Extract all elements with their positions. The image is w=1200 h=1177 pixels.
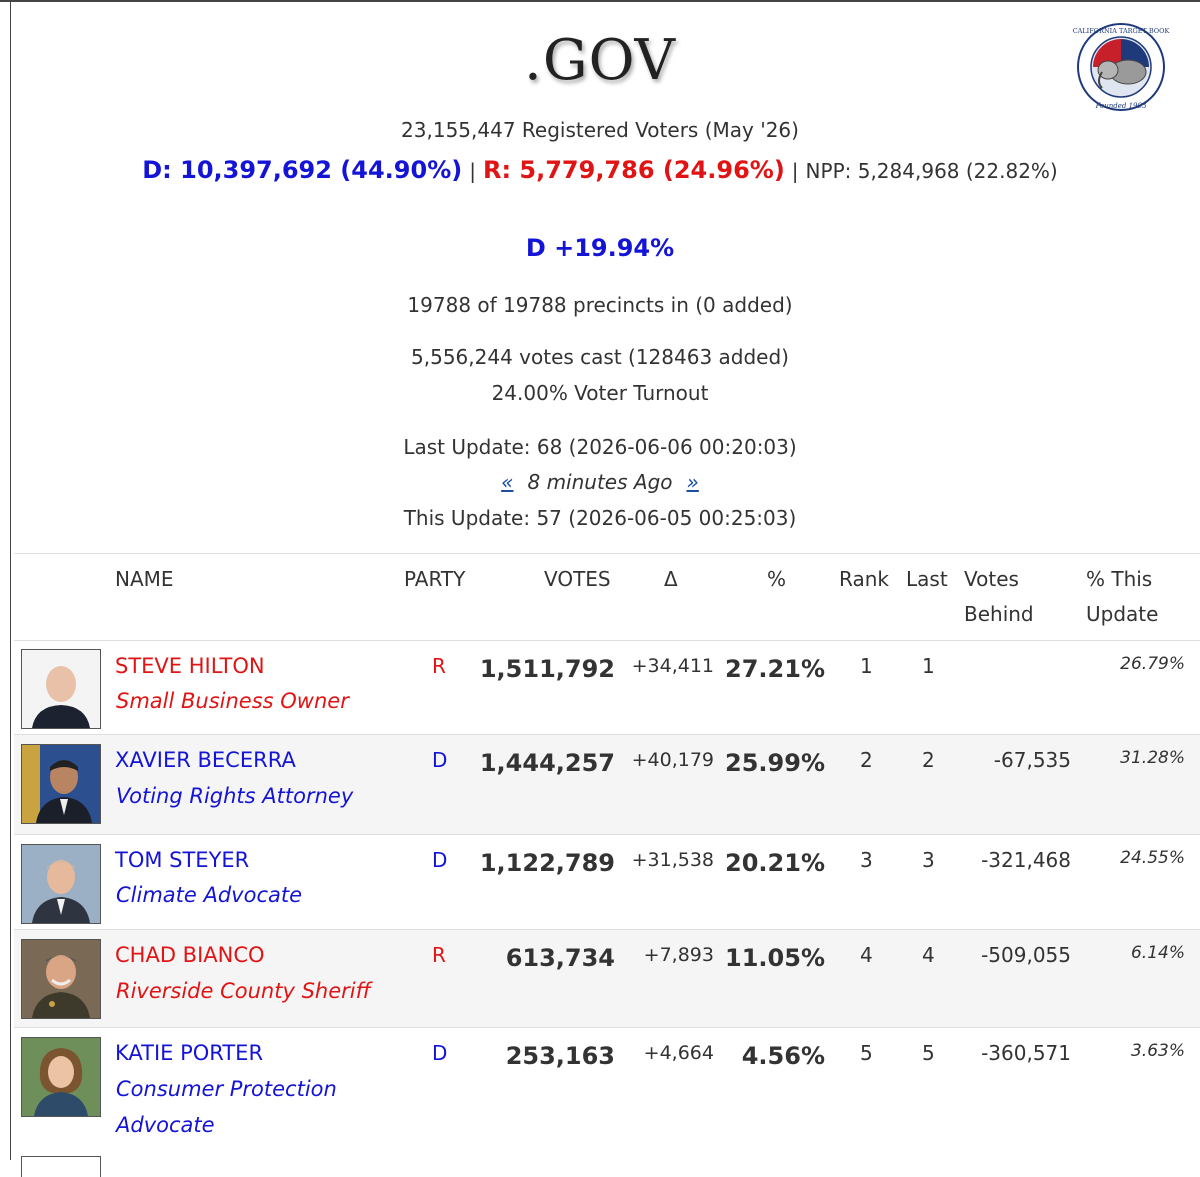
table-row xyxy=(14,640,1200,735)
party-registration xyxy=(0,156,1200,184)
next-update-link[interactable]: » xyxy=(686,470,699,494)
votes-behind-cell: -360,571 xyxy=(981,1041,1071,1065)
column-header-this-update-line2: Update xyxy=(1086,602,1159,626)
last-rank-cell: 5 xyxy=(922,1041,935,1065)
table-row xyxy=(14,734,1200,835)
precincts-reporting: 19788 of 19788 precincts in (0 added) xyxy=(407,293,793,317)
separator: | xyxy=(469,159,476,183)
candidate-photo xyxy=(21,939,101,1019)
candidate-photo xyxy=(21,844,101,924)
column-header-last: Last xyxy=(906,567,948,591)
party-cell: D xyxy=(432,848,448,872)
time-ago: 8 minutes Ago xyxy=(527,470,673,494)
last-rank-cell: 2 xyxy=(922,748,935,772)
votes-behind-cell: -509,055 xyxy=(981,943,1071,967)
votes-cell: 1,444,257 xyxy=(479,749,615,777)
column-header-this-update-line1: % This xyxy=(1086,567,1153,591)
candidate-name[interactable]: STEVE HILTON xyxy=(115,654,265,678)
table-row xyxy=(14,834,1200,930)
column-header-votes-behind-line1: Votes xyxy=(964,567,1019,591)
democrat-registration: D: 10,397,692 (44.90%) xyxy=(142,156,463,184)
rank-cell: 5 xyxy=(860,1041,873,1065)
last-rank-cell: 3 xyxy=(922,848,935,872)
votes-behind-cell: -67,535 xyxy=(993,748,1071,772)
votes-cell: 1,122,789 xyxy=(479,849,615,877)
column-header-votes-behind xyxy=(964,562,1034,632)
percent-cell: 11.05% xyxy=(725,944,825,972)
rank-cell: 3 xyxy=(860,848,873,872)
previous-update-link[interactable]: « xyxy=(501,470,514,494)
rank-cell: 1 xyxy=(860,654,873,678)
candidate-ballot-designation: Small Business Owner xyxy=(116,689,349,713)
votes-cell: 1,511,792 xyxy=(479,655,615,683)
this-update: This Update: 57 (2026-06-05 00:25:03) xyxy=(403,506,797,530)
california-target-book-logo xyxy=(1066,22,1176,112)
delta-cell: +34,411 xyxy=(631,655,714,677)
page-top-border xyxy=(0,0,1200,2)
republican-registration: R: 5,779,786 (24.96%) xyxy=(482,156,785,184)
percent-cell: 27.21% xyxy=(725,655,825,683)
candidate-ballot-designation: Consumer Protection Advocate xyxy=(116,1077,337,1137)
this-update-cell: 24.55% xyxy=(1120,848,1185,868)
rank-cell: 2 xyxy=(860,748,873,772)
delta-cell: +4,664 xyxy=(643,1042,714,1064)
percent-cell: 25.99% xyxy=(725,749,825,777)
rank-cell: 4 xyxy=(860,943,873,967)
candidate-photo xyxy=(21,1156,101,1177)
delta-cell: +40,179 xyxy=(631,749,714,771)
votes-cell: 253,163 xyxy=(505,1042,615,1070)
column-header-rank: Rank xyxy=(839,567,889,591)
update-navigation xyxy=(0,470,1200,494)
percent-cell: 4.56% xyxy=(741,1042,825,1070)
this-update-cell: 31.28% xyxy=(1120,748,1185,768)
registration-margin: D +19.94% xyxy=(525,234,675,262)
party-cell: R xyxy=(432,943,446,967)
column-header-delta: Δ xyxy=(664,567,678,591)
votes-cast: 5,556,244 votes cast (128463 added) xyxy=(411,345,789,369)
delta-cell: +31,538 xyxy=(631,849,714,871)
table-row xyxy=(14,1027,1200,1161)
column-header-votes: VOTES xyxy=(544,567,611,591)
candidate-photo xyxy=(21,744,101,824)
column-header-votes-behind-line2: Behind xyxy=(964,602,1034,626)
this-update-cell: 3.63% xyxy=(1130,1041,1185,1061)
logo-top-text: CALIFORNIA TARGET BOOK xyxy=(1072,27,1170,35)
column-header-name: NAME xyxy=(115,567,174,591)
logo-bottom-text: Founded 1993 xyxy=(1095,102,1147,110)
table-row xyxy=(14,929,1200,1028)
votes-cell: 613,734 xyxy=(505,944,615,972)
column-header-party: PARTY xyxy=(404,567,466,591)
votes-behind-cell: -321,468 xyxy=(981,848,1071,872)
candidate-name[interactable]: TOM STEYER xyxy=(115,848,250,872)
page-title: .GOV xyxy=(524,28,676,93)
this-update-cell: 26.79% xyxy=(1120,654,1185,674)
candidate-ballot-designation: Riverside County Sheriff xyxy=(116,979,371,1003)
candidate-name[interactable]: CHAD BIANCO xyxy=(115,943,265,967)
last-rank-cell: 4 xyxy=(922,943,935,967)
candidate-ballot-designation: Climate Advocate xyxy=(116,883,303,907)
npp-registration: NPP: 5,284,968 (22.82%) xyxy=(805,159,1058,183)
delta-cell: +7,893 xyxy=(643,944,714,966)
party-cell: D xyxy=(432,1041,448,1065)
candidate-name[interactable]: XAVIER BECERRA xyxy=(115,748,296,772)
candidate-photo xyxy=(21,649,101,729)
last-update: Last Update: 68 (2026-06-06 00:20:03) xyxy=(403,435,797,459)
column-header-this-update xyxy=(1086,562,1158,632)
percent-cell: 20.21% xyxy=(725,849,825,877)
separator: | xyxy=(791,159,799,183)
party-cell: D xyxy=(432,748,448,772)
column-header-percent: % xyxy=(767,567,787,591)
voter-turnout: 24.00% Voter Turnout xyxy=(491,381,709,405)
this-update-cell: 6.14% xyxy=(1130,943,1185,963)
table-top-rule xyxy=(14,553,1200,554)
candidate-name[interactable]: KATIE PORTER xyxy=(115,1041,264,1065)
last-rank-cell: 1 xyxy=(922,654,935,678)
registered-voters: 23,155,447 Registered Voters (May '26) xyxy=(401,118,799,142)
candidate-ballot-designation: Voting Rights Attorney xyxy=(116,784,354,808)
party-cell: R xyxy=(432,654,446,678)
candidate-photo xyxy=(21,1037,101,1117)
